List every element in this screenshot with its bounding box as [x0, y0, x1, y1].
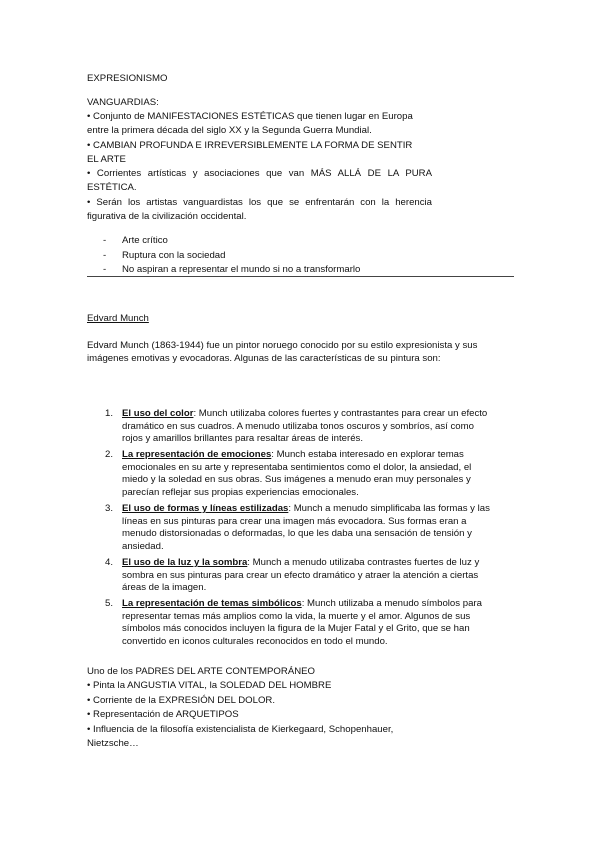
vanguardias-heading: VANGUARDIAS: [87, 97, 159, 108]
item-number: 3. [105, 503, 114, 514]
item-text: convertido en iconos culturales reconocidos en todo el mundo. [122, 636, 388, 648]
padres-line: • Pinta la ANGUSTIA VITAL, la SOLEDAD DEL HOMBRE [87, 680, 332, 691]
item-title: La representación de emociones [122, 449, 272, 460]
item-number: 2. [105, 449, 114, 460]
padres-line: • Corriente de la EXPRESIÓN DEL DOLOR. [87, 695, 276, 706]
document-title: EXPRESIONISMO [87, 73, 168, 84]
characteristic-item [105, 449, 510, 501]
item-text: sombra en sus pinturas para crear un efecto dramático y atraer la atención a ciertas [122, 569, 479, 581]
item-text: ansiedad. [122, 541, 164, 553]
item-text: áreas de la imagen. [122, 582, 207, 594]
item-text: líneas en sus pinturas para crear una imagen más evocadora. Sus formas eran a [122, 515, 467, 527]
item-text: menudo distorsionadas o deformadas, lo que les daba una sensación de tensión y [122, 528, 472, 540]
item-text: : Munch utilizaba colores fuertes y contrastantes para crear un efecto [193, 408, 488, 419]
item-title: La representación de temas simbólicos [122, 598, 302, 609]
padres-line: Nietzsche… [87, 738, 139, 749]
item-text: : Munch utilizaba a menudo símbolos para [301, 598, 482, 609]
item-text: : Munch a menudo simplificaba las formas y las [288, 503, 490, 514]
item-title: El uso de la luz y la sombra [122, 557, 248, 568]
item-text: representar temas más amplios como la vida, la muerte y el amor. Algunos de sus [122, 610, 471, 622]
item-text: miedo y la soledad en sus obras. Sus imágenes a menudo eran muy personales y [122, 474, 471, 486]
munch-heading: Edvard Munch [87, 313, 149, 324]
dash-marker: - [103, 264, 107, 275]
vanguardias-line: • Conjunto de MANIFESTACIONES ESTÉTICAS que tienen lugar en Europa [87, 111, 413, 122]
characteristic-item [105, 408, 510, 448]
item-number: 5. [105, 598, 114, 609]
vanguardias-line: ESTÉTICA. [87, 182, 137, 193]
item-text: dramático en sus cuadros. A menudo utilizaba tonos oscuros y sombríos, así como [122, 420, 474, 432]
item-number: 4. [105, 557, 114, 568]
munch-intro-line: Edvard Munch (1863-1944) fue un pintor noruego conocido por su estilo expresionista y sus [87, 340, 478, 351]
horizontal-divider [87, 276, 514, 277]
item-text: emocionales en su arte y representaba sentimientos como el dolor, la ansiedad, el [122, 461, 472, 473]
dash-marker: - [103, 235, 107, 246]
dash-item-text: No aspiran a representar el mundo si no a transformarlo [122, 264, 361, 275]
vanguardias-line: entre la primera década del siglo XX y la Segunda Guerra Mundial. [87, 125, 372, 136]
item-text: símbolos más conocidos incluyen la figura de la Mujer Fatal y el Grito, que se han [122, 623, 470, 635]
dash-marker: - [103, 250, 107, 261]
characteristic-item [105, 557, 510, 597]
item-text: : Munch a menudo utilizaba contrastes fuertes de luz y [247, 557, 480, 568]
characteristic-item [105, 503, 510, 555]
item-text: rojos y amarillos brillantes para resaltar áreas de interés. [122, 433, 364, 445]
vanguardias-line: figurativa de la civilización occidental. [87, 211, 247, 222]
vanguardias-line: • Corrientes artísticas y asociaciones que van MÁS ALLÁ DE LA PURA [87, 168, 432, 179]
vanguardias-line: • CAMBIAN PROFUNDA E IRREVERSIBLEMENTE LA FORMA DE SENTIR [87, 140, 413, 151]
item-title: El uso del color [122, 408, 194, 419]
item-text: : Munch estaba interesado en explorar temas [271, 449, 464, 460]
padres-line: Uno de los PADRES DEL ARTE CONTEMPORÁNEO [87, 666, 316, 677]
item-number: 1. [105, 408, 114, 419]
vanguardias-line: • Serán los artistas vanguardistas los que se enfrentarán con la herencia [87, 197, 432, 208]
vanguardias-line: EL ARTE [87, 154, 126, 165]
item-text: parecían reflejar sus propias experiencias emocionales. [122, 487, 359, 499]
dash-item-text: Ruptura con la sociedad [122, 250, 226, 261]
dash-item-text: Arte crítico [122, 235, 168, 246]
padres-line: • Representación de ARQUETIPOS [87, 709, 239, 720]
characteristic-item [105, 598, 510, 650]
item-title: El uso de formas y líneas estilizadas [122, 503, 289, 514]
munch-intro-line: imágenes emotivas y evocadoras. Algunas de las características de su pintura son: [87, 353, 441, 364]
padres-line: • Influencia de la filosofía existencialista de Kierkegaard, Schopenhauer, [87, 724, 394, 735]
